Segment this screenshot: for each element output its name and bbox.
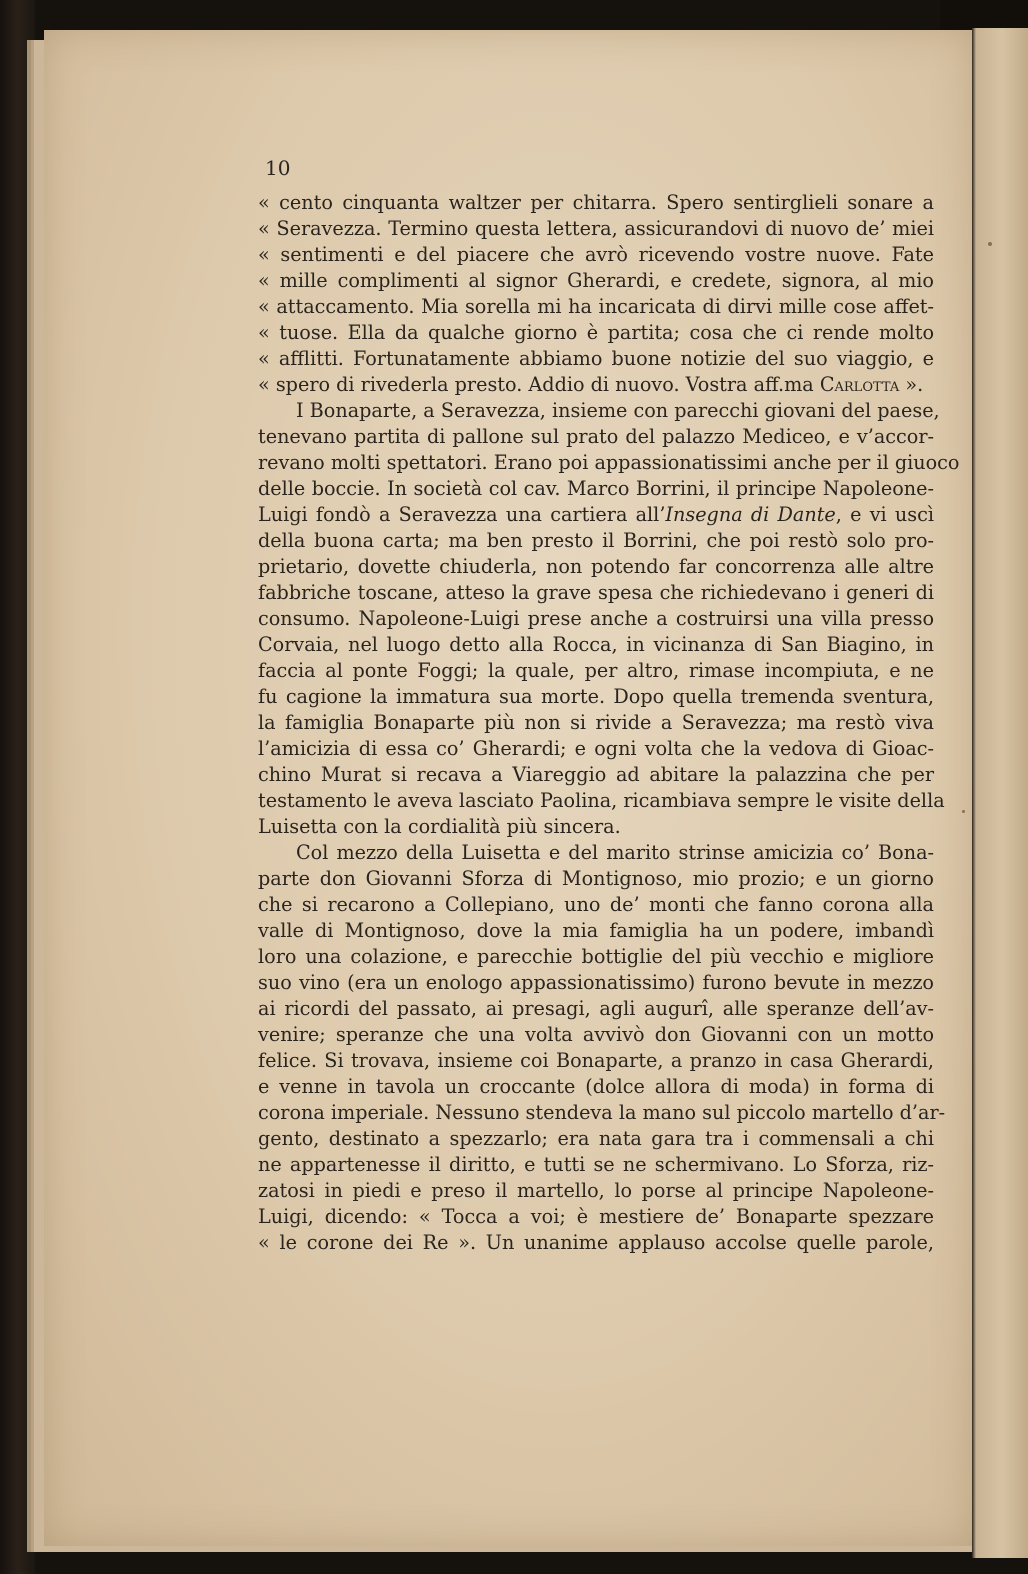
text-line: venire; speranze che una volta avvivò don Giovanni con un motto: [258, 1023, 934, 1046]
italic-title: Insegna di Dante: [665, 503, 836, 526]
text-line: « le corone dei Re ». Un unanime applauso accolse quelle parole,: [258, 1231, 934, 1254]
text-line: corona imperiale. Nessuno stendeva la mano sul piccolo martello d’ar-: [258, 1101, 946, 1124]
text-line: consumo. Napoleone-Luigi prese anche a costruirsi una villa presso: [258, 607, 934, 630]
paper-speck: [988, 242, 992, 246]
text-line: Luigi, dicendo: « Tocca a voi; è mestiere de’ Bonaparte spezzare: [258, 1205, 934, 1228]
text-line: delle boccie. In società col cav. Marco Borrini, il principe Napoleone-: [258, 477, 934, 500]
text-line: parte don Giovanni Sforza di Montignoso, mio prozio; e un giorno: [258, 867, 934, 890]
text-line: [258, 502, 934, 528]
text-line: tenevano partita di pallone sul prato del palazzo Mediceo, e v’accor-: [258, 425, 934, 448]
text-line: loro una colazione, e parecchie bottiglie del più vecchio e migliore: [258, 945, 934, 968]
text-segment: , e vi uscì: [835, 503, 934, 526]
text-line: zatosi in piedi e preso il martello, lo porse al principe Napoleone-: [258, 1179, 934, 1202]
text-line: fabbriche toscane, atteso la grave spesa che richiedevano i generi di: [258, 581, 934, 604]
text-line: suo vino (era un enologo appassionatissimo) furono bevute in mezzo: [258, 971, 934, 994]
text-line: gento, destinato a spezzarlo; era nata gara tra i commensali a chi: [258, 1127, 934, 1150]
text-line: Col mezzo della Luisetta e del marito strinse amicizia co’ Bona-: [296, 841, 934, 864]
text-segment: Luigi fondò a Seravezza una cartiera all’: [258, 503, 666, 526]
text-line: testamento le aveva lasciato Paolina, ricambiava sempre le visite della: [258, 789, 945, 812]
text-line: « attaccamento. Mia sorella mi ha incaricata di dirvi mille cose affet-: [258, 295, 934, 318]
text-line: I Bonaparte, a Seravezza, insieme con parecchi giovani del paese,: [296, 399, 940, 422]
text-line: felice. Si trovava, insieme coi Bonaparte, a pranzo in casa Gherardi,: [258, 1049, 934, 1072]
facing-page-edge: [972, 28, 1028, 1558]
text-line: « tuose. Ella da qualche giorno è partita; cosa che ci rende molto: [258, 321, 934, 344]
text-line: fu cagione la immatura sua morte. Dopo quella tremenda sventura,: [258, 685, 934, 708]
text-line: che si recarono a Collepiano, uno de’ monti che fanno corona alla: [258, 893, 934, 916]
body-text: [258, 190, 960, 1256]
text-line: « sentimenti e del piacere che avrò ricevendo vostre nuove. Fate: [258, 243, 934, 266]
text-line: l’amicizia di essa co’ Gherardi; e ogni volta che la vedova di Gioac-: [258, 737, 934, 760]
page-number: 10: [265, 156, 291, 180]
text-line: « afflitti. Fortunatamente abbiamo buone notizie del suo viaggio, e: [258, 347, 934, 370]
text-segment: « spero di rivederla presto. Addio di nuovo. Vostra aff.ma: [258, 373, 820, 396]
text-line: ne appartenesse il diritto, e tutti se ne schermivano. Lo Sforza, riz-: [258, 1153, 934, 1176]
text-line: faccia al ponte Foggi; la quale, per altro, rimase incompiuta, e ne: [258, 659, 934, 682]
text-line: chino Murat si recava a Viareggio ad abitare la palazzina che per: [258, 763, 934, 786]
text-line: la famiglia Bonaparte più non si rivide a Seravezza; ma restò viva: [258, 711, 934, 734]
paper-speck: [962, 810, 965, 813]
text-line: Luisetta con la cordialità più sincera.: [258, 815, 621, 838]
text-line: e venne in tavola un croccante (dolce allora di moda) in forma di: [258, 1075, 934, 1098]
text-line: revano molti spettatori. Erano poi appassionatissimi anche per il giuoco: [258, 451, 960, 474]
text-line: della buona carta; ma ben presto il Borrini, che poi restò solo pro-: [258, 529, 934, 552]
text-line: valle di Montignoso, dove la mia famiglia ha un podere, imbandì: [258, 919, 934, 942]
text-line: ai ricordi del passato, ai presagi, agli augurî, alle speranze dell’av-: [258, 997, 934, 1020]
text-line: [258, 372, 934, 398]
text-line: « cento cinquanta waltzer per chitarra. Spero sentirglieli sonare a: [258, 191, 934, 214]
text-line: Corvaia, nel luogo detto alla Rocca, in vicinanza di San Biagino, in: [258, 633, 934, 656]
text-segment: ».: [899, 373, 924, 396]
text-line: « Seravezza. Termino questa lettera, assicurandovi di nuovo de’ miei: [258, 217, 934, 240]
signature-name: Carlotta: [819, 373, 900, 396]
scan-background-corner: [940, 0, 1028, 30]
text-line: prietario, dovette chiuderla, non potendo far concorrenza alle altre: [258, 555, 934, 578]
text-line: « mille complimenti al signor Gherardi, e credete, signora, al mio: [258, 269, 934, 292]
